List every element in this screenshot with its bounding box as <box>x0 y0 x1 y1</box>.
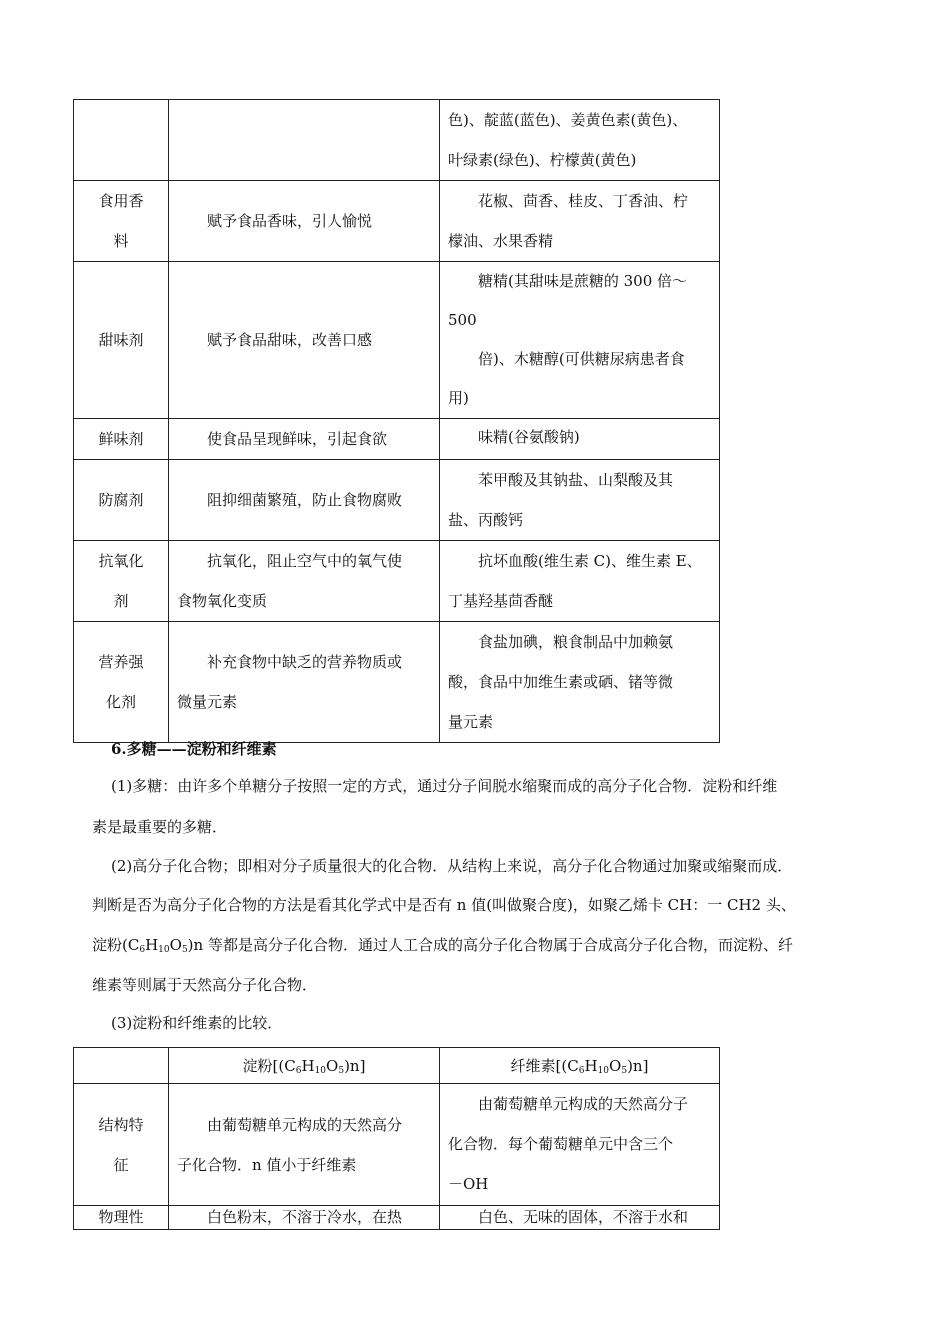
cell-text: 抗氧化 <box>98 552 144 570</box>
table-cell <box>74 460 169 541</box>
section-heading: 6.多糖——淀粉和纤维素 <box>111 740 277 758</box>
table-row <box>74 100 720 181</box>
cell-text: 甜味剂 <box>98 331 144 349</box>
table-cell <box>440 100 720 181</box>
subscript: 6 <box>295 1065 302 1076</box>
cell-text: 由葡萄糖单元构成的天然高分子 <box>478 1095 689 1113</box>
cell-text: 子化合物．n 值小于纤维素 <box>177 1155 357 1174</box>
cell-text: 味精(谷氨酸钠) <box>478 428 580 446</box>
cell-text: 化剂 <box>105 693 136 711</box>
table-row <box>74 460 720 541</box>
table-cell <box>169 541 440 622</box>
table-cell <box>169 460 440 541</box>
table-cell <box>74 622 169 743</box>
cell-text: 食用香 <box>98 192 144 210</box>
paragraph-line: 判断是否为高分子化合物的方法是看其化学式中是否有 n 值(叫做聚合度)，如聚乙烯卡 CH：一 CH2 头、 <box>92 896 796 914</box>
text-run: H <box>145 936 159 954</box>
cell-text: 白色、无味的固体，不溶于水和 <box>478 1208 689 1226</box>
text-run: O <box>609 1056 622 1075</box>
text-run: H <box>301 1056 315 1075</box>
cell-text: 料 <box>113 232 129 250</box>
table-header-row <box>74 1048 720 1084</box>
cell-text: 倍)、木糖醇(可供糖尿病患者食 <box>478 350 685 368</box>
table-cell <box>74 541 169 622</box>
cell-text: 鲜味剂 <box>98 430 144 448</box>
table-cell <box>440 622 720 743</box>
table-row <box>74 622 720 743</box>
paragraph-line <box>92 935 793 955</box>
paragraph-line: (1)多糖：由许多个单糖分子按照一定的方式，通过分子间脱水缩聚而成的高分子化合物．淀粉和纤维 <box>111 777 778 795</box>
column-header <box>440 1048 720 1084</box>
table-cell <box>440 181 720 262</box>
table-cell <box>74 262 169 419</box>
cell-text: 补充食物中缺乏的营养物质或 <box>207 653 403 671</box>
table-cell <box>169 181 440 262</box>
cell-text: 使食品呈现鲜味，引起食欲 <box>207 430 388 448</box>
cell-text: 食盐加碘，粮食制品中加赖氨 <box>478 633 674 651</box>
cell-text: 丁基羟基茴香醚 <box>448 592 554 610</box>
cell-text: 物理性 <box>98 1208 144 1226</box>
cell-text: 防腐剂 <box>98 491 144 509</box>
table-cell <box>440 460 720 541</box>
text-run: H <box>584 1056 598 1075</box>
table-cell <box>74 419 169 460</box>
cell-text: 赋予食品甜味，改善口感 <box>207 331 373 349</box>
cell-text: 赋予食品香味，引人愉悦 <box>207 212 373 230</box>
paragraph-line: 素是最重要的多糖． <box>92 818 228 836</box>
cell-text: 檬油、水果香精 <box>448 232 554 250</box>
cell-text: 叶绿素(绿色)、柠檬黄(黄色) <box>448 151 637 169</box>
cell-text: －OH <box>448 1175 489 1193</box>
table-cell <box>169 622 440 743</box>
cell-text: 由葡萄糖单元构成的天然高分 <box>207 1115 403 1134</box>
table-cell <box>74 1206 169 1230</box>
cell-text: 花椒、茴香、桂皮、丁香油、柠 <box>478 192 689 210</box>
table-row <box>74 1206 720 1230</box>
text-run: )n 等都是高分子化合物．通过人工合成的高分子化合物属于合成高分子化合物，而淀粉、纤 <box>187 936 793 954</box>
subscript: 5 <box>181 945 188 955</box>
table-row <box>74 262 720 419</box>
cell-text: 糖精(其甜味是蔗糖的 300 倍～ <box>478 272 688 290</box>
table-cell <box>440 419 720 460</box>
table-cell <box>169 1084 440 1206</box>
table-cell <box>440 541 720 622</box>
text-run: 纤维素[(C <box>510 1056 579 1075</box>
cell-text: 征 <box>113 1155 129 1174</box>
table-cell <box>169 262 440 419</box>
paragraph-line: (2)高分子化合物；即相对分子质量很大的化合物．从结构上来说，高分子化合物通过加聚或缩聚而成． <box>111 857 793 875</box>
cell-text: 食物氧化变质 <box>177 592 268 610</box>
table-cell <box>169 100 440 181</box>
cell-text: 盐、丙酸钙 <box>448 511 524 529</box>
cell-text: 500 <box>448 311 477 329</box>
table-cell <box>169 419 440 460</box>
cell-text: 阻抑细菌繁殖，防止食物腐败 <box>207 491 403 509</box>
cell-text: 抗坏血酸(维生素 C)、维生素 E、 <box>478 552 702 570</box>
text-run: O <box>169 936 182 954</box>
cell-text: 色)、靛蓝(蓝色)、姜黄色素(黄色)、 <box>448 111 688 129</box>
cell-text: 微量元素 <box>177 693 238 711</box>
cell-text: 剂 <box>113 592 129 610</box>
subscript: 10 <box>158 945 170 955</box>
table-row <box>74 181 720 262</box>
subscript: 10 <box>597 1065 610 1076</box>
cell-text: 白色粉末，不溶于冷水，在热 <box>207 1208 403 1226</box>
subscript: 5 <box>338 1065 345 1076</box>
paragraph-line: (3)淀粉和纤维素的比较． <box>111 1014 283 1032</box>
comparison-table <box>73 1047 720 1230</box>
table-cell <box>440 1084 720 1206</box>
text-run: )n] <box>627 1056 649 1075</box>
cell-text: 结构特 <box>98 1115 144 1134</box>
text-run: 淀粉(C <box>92 936 140 954</box>
cell-text: 量元素 <box>448 713 494 731</box>
cell-text: 营养强 <box>98 653 144 671</box>
text-run: O <box>326 1056 339 1075</box>
paragraph-line: 维素等则属于天然高分子化合物． <box>92 976 318 994</box>
subscript: 6 <box>139 945 146 955</box>
table-cell <box>440 1206 720 1230</box>
table-cell <box>74 1048 169 1084</box>
cell-text: 酸，食品中加维生素或硒、锗等微 <box>448 673 674 691</box>
cell-text: 苯甲酸及其钠盐、山梨酸及其 <box>478 471 674 489</box>
table-row <box>74 541 720 622</box>
text-run: 淀粉[(C <box>242 1056 296 1075</box>
cell-text: 用) <box>448 389 469 407</box>
cell-text: 抗氧化，阻止空气中的氧气使 <box>207 552 403 570</box>
table-row <box>74 419 720 460</box>
table-cell <box>169 1206 440 1230</box>
table-cell <box>74 100 169 181</box>
text-run: )n] <box>344 1056 366 1075</box>
subscript: 5 <box>621 1065 628 1076</box>
table-cell <box>440 262 720 419</box>
column-header <box>169 1048 440 1084</box>
cell-text: 化合物．每个葡萄糖单元中含三个 <box>448 1135 674 1153</box>
subscript: 6 <box>578 1065 585 1076</box>
table-cell <box>74 181 169 262</box>
additives-table <box>73 99 720 743</box>
table-cell <box>74 1084 169 1206</box>
subscript: 10 <box>314 1065 327 1076</box>
table-row <box>74 1084 720 1206</box>
